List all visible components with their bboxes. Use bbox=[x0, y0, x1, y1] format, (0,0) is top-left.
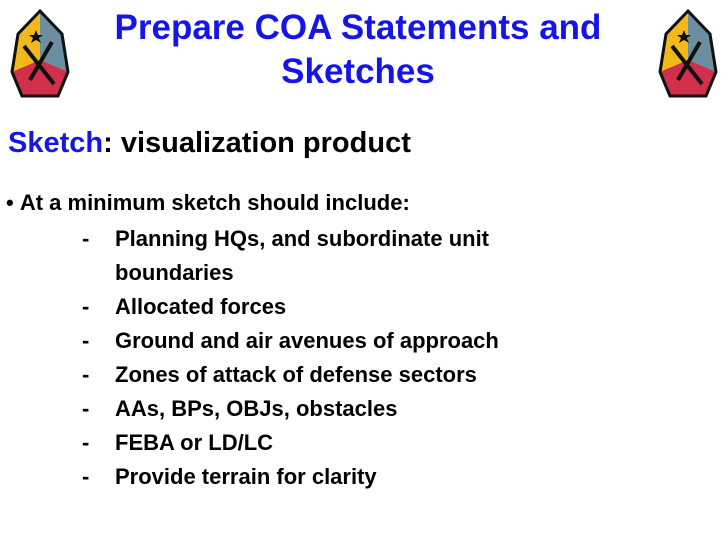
dash: - bbox=[82, 464, 90, 489]
list-item-text: Zones of attack of defense sectors bbox=[115, 362, 477, 387]
bullet-marker: • bbox=[6, 190, 14, 215]
bullet-text: At a minimum sketch should include: bbox=[19, 190, 410, 215]
slide-subtitle bbox=[8, 127, 411, 160]
dash: - bbox=[82, 328, 90, 353]
dash: - bbox=[82, 226, 90, 251]
list-item-text: Provide terrain for clarity bbox=[115, 464, 377, 489]
dash: - bbox=[82, 362, 90, 387]
list-item-text: Allocated forces bbox=[115, 294, 287, 319]
dash: - bbox=[82, 430, 90, 455]
list-item bbox=[82, 290, 605, 324]
unit-insignia-right-icon bbox=[656, 8, 720, 100]
slide-title: Prepare COA Statements and Sketches bbox=[114, 8, 602, 91]
sub-item-list bbox=[82, 222, 605, 494]
dash: - bbox=[82, 294, 90, 319]
list-item-text: AAs, BPs, OBJs, obstacles bbox=[115, 396, 398, 421]
list-item bbox=[82, 426, 605, 460]
list-item-text: FEBA or LD/LC bbox=[115, 430, 274, 455]
list-item bbox=[82, 358, 605, 392]
list-item bbox=[82, 324, 605, 358]
list-item bbox=[82, 460, 605, 494]
subtitle-rest: : visualization product bbox=[103, 127, 411, 159]
subtitle-highlight: Sketch bbox=[8, 127, 104, 159]
list-item-text: Ground and air avenues of approach bbox=[115, 328, 499, 353]
list-item bbox=[82, 392, 605, 426]
list-item-text: Planning HQs, and subordinate unit boundaries bbox=[115, 226, 490, 285]
list-item bbox=[82, 222, 605, 290]
unit-insignia-left-icon bbox=[8, 8, 72, 100]
dash: - bbox=[82, 396, 90, 421]
main-bullet bbox=[6, 190, 410, 216]
